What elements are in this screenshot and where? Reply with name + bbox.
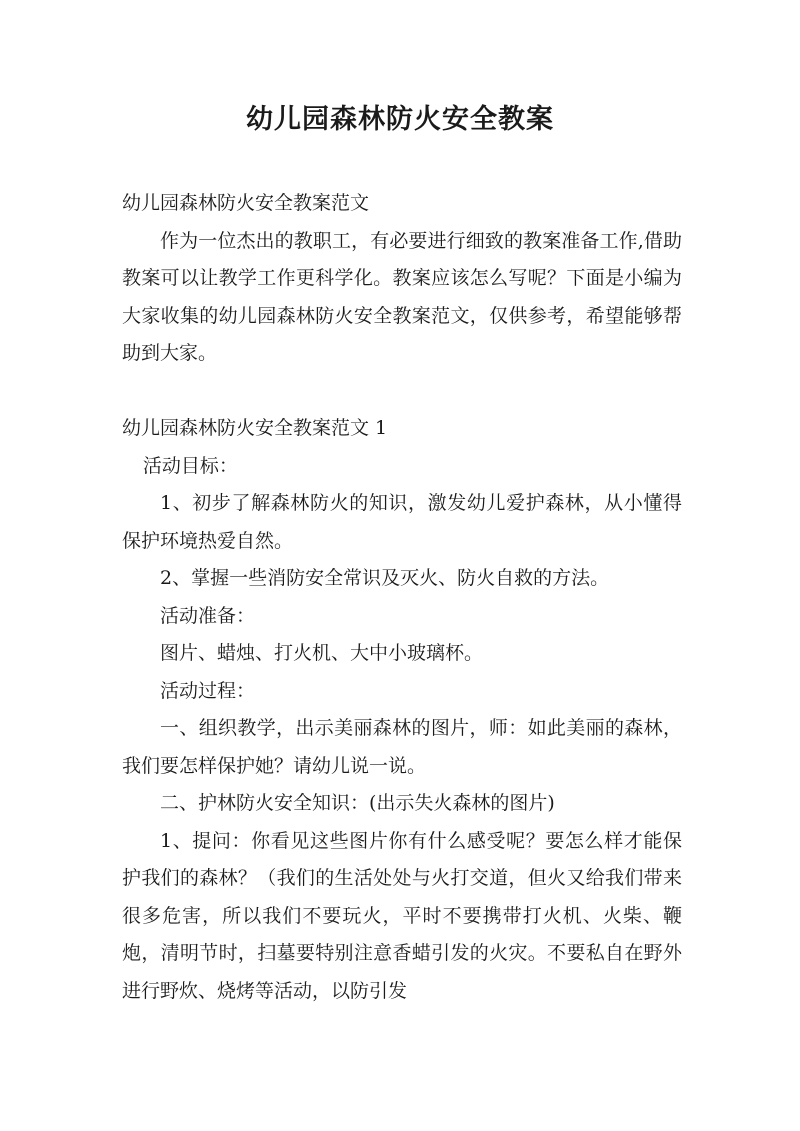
- intro-paragraph: 作为一位杰出的教职工，有必要进行细致的教案准备工作,借助教案可以让教学工作更科学化。教案应该怎么写呢？下面是小编为大家收集的幼儿园森林防火安全教案范文，仅供参考，希望能够帮助到大家。: [122, 229, 682, 364]
- paragraph-question: 1、提问：你看见这些图片你有什么感受呢？要怎么样才能保护我们的森林？（我们的生活处处与火打交道，但火又给我们带来很多危害，所以我们不要玩火，平时不要携带打火机、火柴、鞭炮，清明节时，扫墓要特别注意香蜡引发的火灾。不要私自在野外进行野炊、烧烤等活动，以防引发: [122, 829, 682, 1002]
- paragraph-step-1: 一、组织教学，出示美丽森林的图片，师：如此美丽的森林，我们要怎样保护她？请幼儿说一说。: [122, 717, 682, 777]
- document-body: [122, 185, 682, 1010]
- intro-heading: 幼儿园森林防火安全教案范文: [122, 192, 370, 214]
- paragraph-preparation-heading: 活动准备：: [160, 604, 256, 627]
- document-title: 幼儿园森林防火安全教案: [246, 104, 554, 135]
- paragraph-process-heading: 活动过程：: [160, 679, 256, 702]
- paragraph-activity-goals-heading: 活动目标：: [142, 454, 238, 477]
- paragraph-spacer: [122, 373, 682, 411]
- paragraph-goal-2: 2、掌握一些消防安全常识及灭火、防火自救的方法。: [160, 567, 610, 589]
- paragraph-preparation-items: 图片、蜡烛、打火机、大中小玻璃杯。: [160, 642, 484, 664]
- paragraph-step-2: 二、护林防火安全知识：(出示失火森林的图片): [160, 792, 555, 814]
- section-heading: 幼儿园森林防火安全教案范文 1: [122, 417, 388, 439]
- paragraph-goal-1: 1、初步了解森林防火的知识，激发幼儿爱护森林，从小懂得保护环境热爱自然。: [122, 492, 682, 552]
